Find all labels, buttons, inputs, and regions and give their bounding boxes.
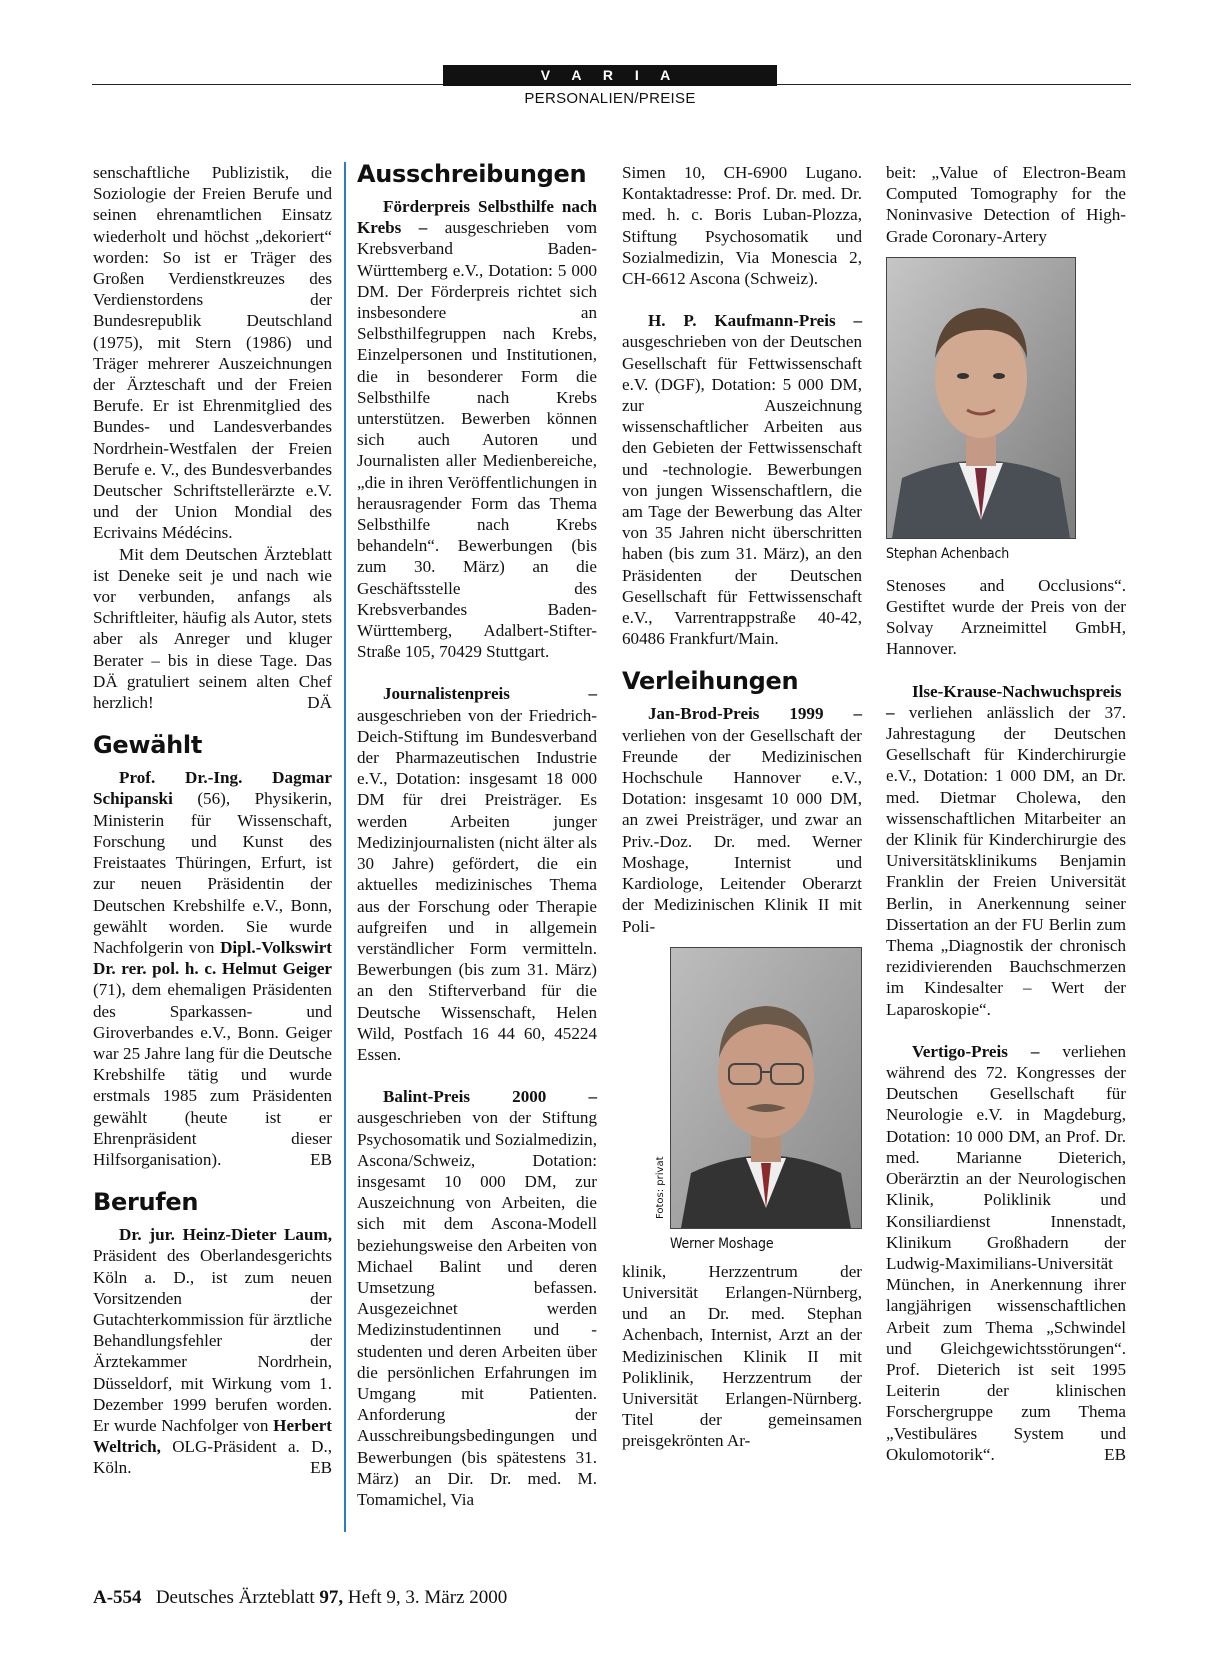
paragraph: beit: „Value of Electron-Beam Computed Tomography for the Noninvasive Detection of High-Grade Coronary-Artery [886, 163, 1126, 246]
photo-caption: Werner Moshage [670, 1235, 774, 1252]
heading-verleihungen: Verleihungen [622, 667, 799, 696]
photo-caption: Stephan Achenbach [886, 545, 1010, 562]
subsection-label: PERSONALIEN/PREISE [524, 90, 696, 107]
paragraph: Vertigo-Preis – verliehen während des 72. Kongresses der Deutschen Gesellschaft für Neurologie e.V. in Magdeburg, Dotation: 10 000 DM, an Prof. Dr. med. Marianne Dieterich, Oberärztin an der Neurologischen Klinik, Poliklinik und Konsiliardienst Innenstadt, Klinikum Großhadern der Ludwig-Maximilians-Universität München, in Anerkennung ihrer langjährigen wissenschaftlichen Arbeit zum Thema „Schwindel und Gleichgewichtsstörungen“. Prof. Dieterich ist seit 1995 Leiterin der klinischen Forschergruppe zum Thema „Vestibuläres System und Okulomotorik“. EB [886, 1041, 1126, 1464]
journal-name: Deutsches Ärzteblatt [155, 1587, 315, 1608]
column-3 [622, 162, 862, 1452]
photo-stephan-achenbach [886, 257, 1076, 539]
paragraph: H. P. Kaufmann-Preis – ausgeschrieben von der Deutschen Gesellschaft für Fettwissenschaft e.V. (DGF), Dotation: 5 000 DM, zur Auszeichnung wissenschaftlicher Arbeiten aus den Gebieten der Fettwissenschaft und -technologie. Bewerbungen von jungen Wissenschaftlern, die am Tage der Bewerbung das Alter von 35 Jahren nicht überschritten haben (bis zum 31. März), an den Präsidenten der Deutschen Gesellschaft für Fettwissenschaft e.V., Varrentrappstraße 40-42, 60486 Frankfurt/Main. [622, 311, 862, 649]
photo-block-moshage [655, 947, 862, 1253]
paragraph: Ilse-Krause-Nachwuchspreis – verliehen anlässlich der 37. Jahrestagung der Deutschen Gesellschaft für Kinderchirurgie e.V., Dotation: 1 000 DM, an Dr. med. Dietmar Cholewa, den wissenschaftlichen Mitarbeiter an der Klinik für Kinderchirurgie des Universitätsklinikums Benjamin Franklin der Freien Universität Berlin, in Anerkennung seiner Dissertation an der FU Berlin zum Thema „Diagnostik der chronisch rezidivierenden Bauchschmerzen im Kindesalter – Wert der Laparoskopie“. [886, 681, 1126, 1019]
column-1 [93, 162, 332, 1479]
paragraph: Dr. jur. Heinz-Dieter Laum, Präsident des Oberlandesgerichts Köln a. D., ist zum neuen Vorsitzenden der Gutachterkommission für ärztliche Behandlungsfehler der Ärztekammer Nordrhein, Düsseldorf, mit Wirkung vom 1. Dezember 1999 berufen worden. Er wurde Nachfolger von Herbert Weltrich, OLG-Präsident a. D., Köln. EB [93, 1225, 332, 1478]
heading-berufen: Berufen [93, 1188, 199, 1217]
issue-date: Heft 9, 3. März 2000 [347, 1587, 508, 1608]
page-footer [93, 1587, 507, 1609]
author-signature: EB [1104, 1444, 1126, 1464]
column-divider [344, 162, 346, 1532]
author-signature: DÄ [307, 693, 332, 713]
volume: 97, [319, 1587, 344, 1608]
paragraph: Journalistenpreis – ausgeschrieben von der Friedrich-Deich-Stiftung im Bundesverband der Pharmazeutischen Industrie e.V., Dotation: insgesamt 18 000 DM für drei Preisträger. Es werden Arbeiten junger Medizinjournalisten (nicht älter als 30 Jahre) gefördert, die ein aktuelles medizinisches Thema aus der Forschung oder Therapie aufgreifen und in allgemein verständlicher Form vermitteln. Bewerbungen (bis zum 31. März) an den Stifterverband für die Deutsche Wissenschaft, Helen Wild, Postfach 16 44 60, 45224 Essen. [357, 684, 597, 1064]
paragraph: klinik, Herzzentrum der Universität Erlangen-Nürnberg, und an Dr. med. Stephan Achenbach, Internist, Arzt an der Medizinischen Klinik II mit Poliklinik, Herzzentrum der Universität Erlangen-Nürnberg. Titel der gemeinsamen preisgekrönten Ar- [622, 1261, 862, 1451]
paragraph: Förderpreis Selbsthilfe nach Krebs – ausgeschrieben vom Krebsverband Baden-Württemberg e.V., Dotation: 5 000 DM. Der Förderpreis richtet sich insbesondere an Selbsthilfegruppen nach Krebs, Einzelpersonen und Institutionen, die in besonderer Form die Selbsthilfe nach Krebs unterstützen. Bewerben können sich auch Autoren und Journalisten aller Medienbereiche, „die in ihren Veröffentlichungen in herausragender Form das Thema Selbsthilfe nach Krebs behandeln“. Bewerbungen (bis zum 30. März) an die Geschäftsstelle des Krebsverbandes Baden-Württemberg, Adalbert-Stifter-Straße 105, 70429 Stuttgart. [357, 197, 597, 662]
paragraph: senschaftliche Publizistik, die Soziologie der Freien Berufe und seinen ehrenamtlichen Einsatz wiederholt und höchst „dekoriert“ worden: So ist er Träger des Großen Verdienstkreuzes des Verdienstordens der Bundesrepublik Deutschland (1975), mit Stern (1986) und Träger mehrerer Auszeichnungen der Ärzteschaft und der Freien Berufe. Er ist Ehrenmitglied des Bundes- und Landesverbandes Nordrhein-Westfalen der Freien Berufe e. V., des Bundesverbandes Deutscher Schriftstellerärzte e.V. und der Union Mondial des Ecrivains Médécins. [93, 163, 332, 543]
photo-werner-moshage [670, 947, 862, 1229]
paragraph: Mit dem Deutschen Ärzteblatt ist Deneke seit je und nach wie vor verbunden, anfangs als Schriftleiter, häufig als Autor, stets aber als Anreger und kluger Berater – bis in diese Tage. Das DÄ gratuliert seinem alten Chef herzlich! DÄ [93, 544, 332, 713]
column-2 [357, 162, 597, 1510]
heading-ausschreibungen: Ausschreibungen [357, 160, 587, 188]
author-signature: EB [310, 1458, 332, 1478]
heading-gewaehlt: Gewählt [93, 731, 203, 760]
photo-credit: Fotos: privat [655, 1156, 666, 1219]
paragraph: Balint-Preis 2000 – ausgeschrieben von der Stiftung Psychosomatik und Sozialmedizin, Ascona/Schweiz, Dotation: insgesamt 10 000 DM, zur Auszeichnung von Arbeiten, die sich mit dem Ascona-Modell beziehungsweise den Arbeiten von Michael Balint und deren Umsetzung befassen. Ausgezeichnet werden Medizinstudentinnen und -studenten und deren Arbeiten über die persönlichen Erfahrungen im Umgang mit Patienten. Anforderung der Ausschreibungsbedingungen und Bewerbungen (bis spätestens 31. März) an Dir. Dr. med. M. Tomamichel, Via [357, 1087, 597, 1509]
paragraph: Simen 10, CH-6900 Lugano. Kontaktadresse: Prof. Dr. med. Dr. med. h. c. Boris Luban-Plozza, Stiftung Psychosomatik und Sozialmedizin, Via Monescia 2, CH-6612 Ascona (Schweiz). [622, 163, 862, 289]
author-signature: EB [310, 1149, 332, 1169]
section-label: V A R I A [443, 65, 777, 86]
page-number: A-554 [93, 1587, 142, 1608]
paragraph: Stenoses and Occlusions“. Gestiftet wurde der Preis von der Solvay Arzneimittel GmbH, Hannover. [886, 575, 1126, 659]
paragraph: Jan-Brod-Preis 1999 – verliehen von der Gesellschaft der Freunde der Medizinischen Hochschule Hannover e.V., Dotation: insgesamt 10 000 DM, an zwei Preisträger, und zwar an Priv.-Doz. Dr. med. Werner Moshage, Internist und Kardiologe, Leitender Oberarzt der Medizinischen Klinik II mit Poli- [622, 704, 862, 936]
photo-block-achenbach [886, 257, 1076, 563]
paragraph: Prof. Dr.-Ing. Dagmar Schipanski (56), Physikerin, Ministerin für Wissenschaft, Forschung und Kunst des Freistaates Thüringen, Erfurt, ist zur neuen Präsidentin der Deutschen Krebshilfe e.V., Bonn, gewählt worden. Sie wurde Nachfolgerin von Dipl.-Volkswirt Dr. rer. pol. h. c. Helmut Geiger (71), dem ehemaligen Präsidenten des Sparkassen- und Giroverbandes e.V., Bonn. Geiger war 25 Jahre lang für die Deutsche Krebshilfe tätig und wurde erstmals 1985 zum Präsidenten gewählt (heute ist er Ehrenpräsident dieser Hilfsorganisation). EB [93, 768, 332, 1169]
column-4 [886, 162, 1126, 1465]
